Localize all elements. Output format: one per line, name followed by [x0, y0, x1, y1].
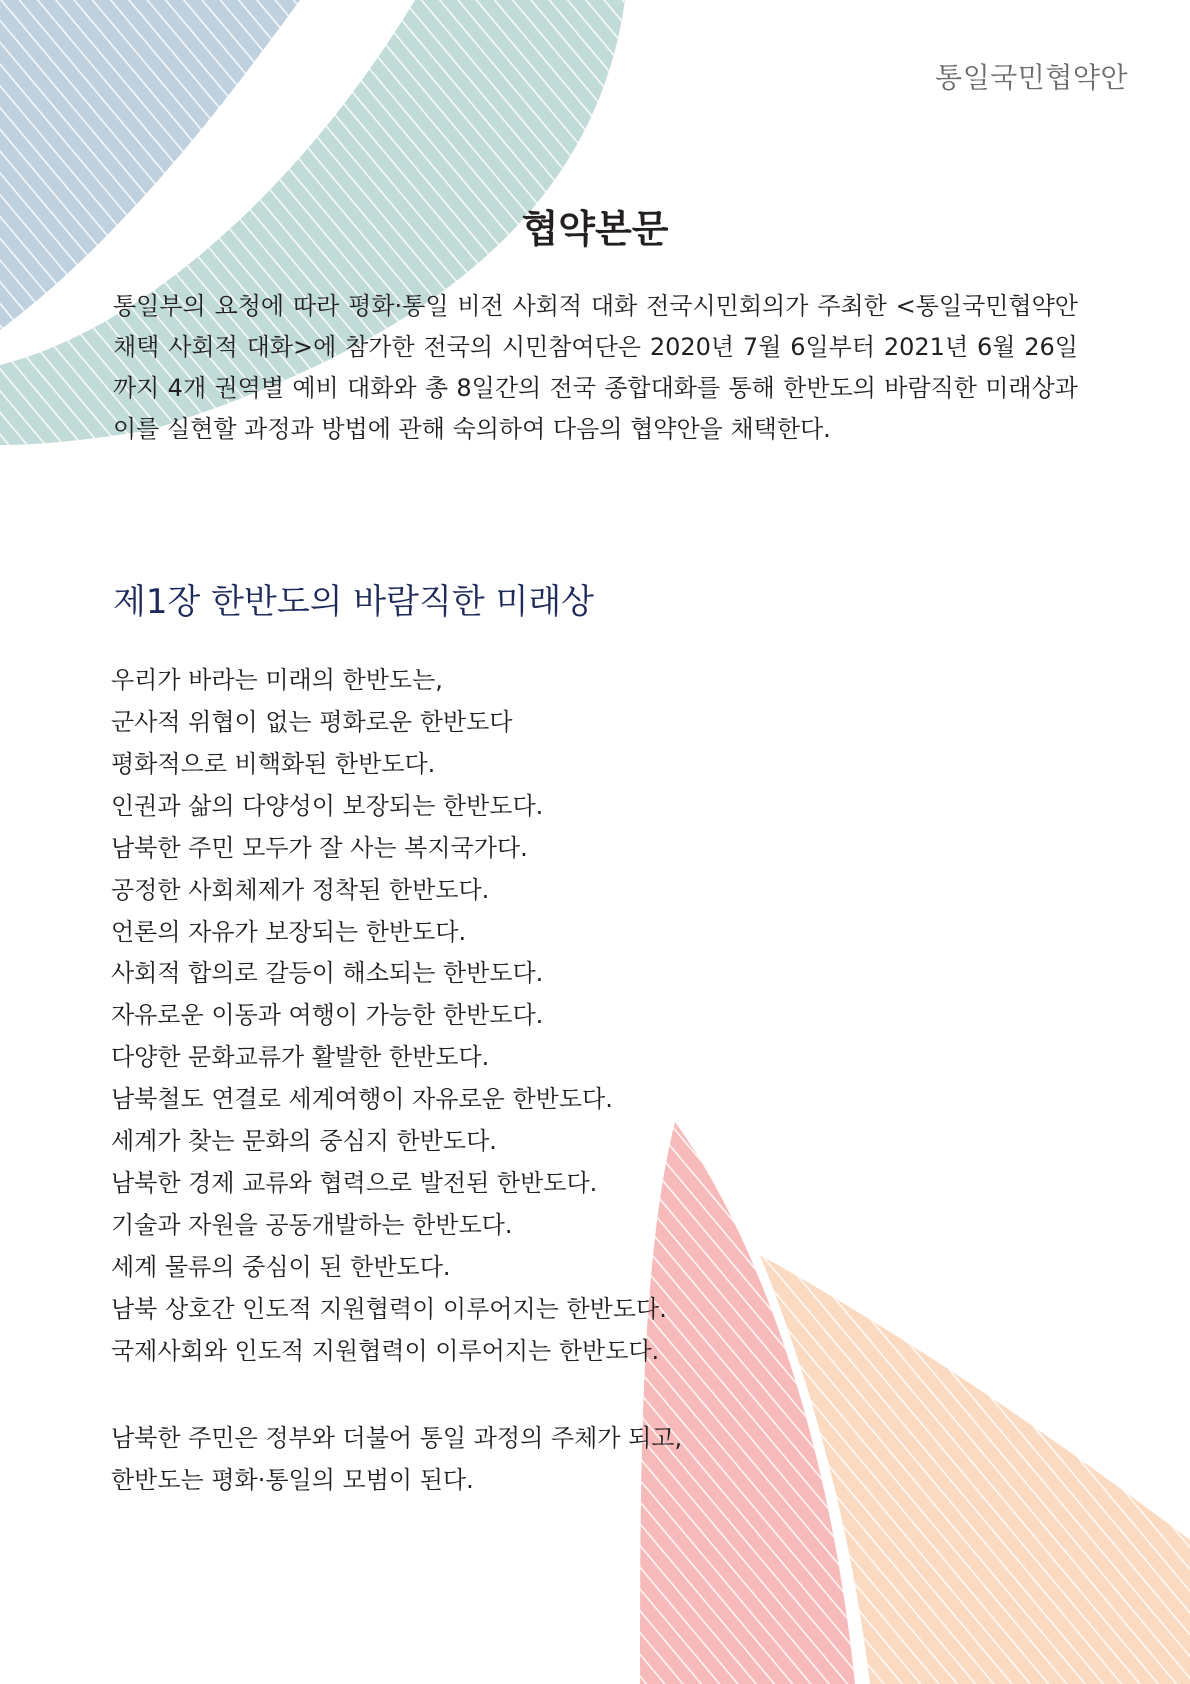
vision-item: 남북한 경제 교류와 협력으로 발전된 한반도다.: [111, 1168, 598, 1197]
vision-item: 다양한 문화교류가 활발한 한반도다.: [111, 1043, 490, 1072]
vision-item: 남북철도 연결로 세계여행이 자유로운 한반도다.: [111, 1085, 613, 1114]
vision-item: 남북한 주민 모두가 잘 사는 복지국가다.: [111, 833, 528, 862]
vision-item: 국제사회와 인도적 지원협력이 이루어지는 한반도다.: [111, 1336, 660, 1365]
vision-item: 군사적 위협이 없는 평화로운 한반도다: [111, 708, 513, 736]
vision-item: 공정한 사회체제가 정착된 한반도다.: [111, 875, 490, 904]
vision-item: 사회적 합의로 갈등이 해소되는 한반도다.: [111, 959, 544, 988]
chapter-heading: 제1장 한반도의 바람직한 미래상: [113, 582, 595, 622]
closing-line: 한반도는 평화·통일의 모범이 된다.: [111, 1465, 474, 1494]
vision-item: 인권과 삶의 다양성이 보장되는 한반도다.: [111, 791, 544, 820]
vision-item: 세계가 찾는 문화의 중심지 한반도다.: [111, 1127, 497, 1156]
vision-list: [111, 702, 667, 1373]
page-title: 협약본문: [521, 207, 669, 251]
closing-statement: [111, 1418, 682, 1502]
vision-intro-line: 우리가 바라는 미래의 한반도는,: [111, 666, 443, 694]
vision-item: 남북 상호간 인도적 지원협력이 이루어지는 한반도다.: [111, 1294, 667, 1323]
closing-line: 남북한 주민은 정부와 더불어 통일 과정의 주체가 되고,: [111, 1424, 683, 1452]
vision-item: 평화적으로 비핵화된 한반도다.: [111, 749, 436, 778]
vision-item: 세계 물류의 중심이 된 한반도다.: [111, 1252, 451, 1281]
running-header: 통일국민협약안: [935, 61, 1128, 94]
vision-item: 기술과 자원을 공동개발하는 한반도다.: [111, 1210, 513, 1239]
preamble-paragraph: 통일부의 요청에 따라 평화·통일 비전 사회적 대화 전국시민회의가 주최한 <통일국민협약안 채택 사회적 대화>에 참가한 전국의 시민참여단은 2020년 7월 6일부터 2021년 6월 26일까지 4개 권역별 예비 대화와 총 8일간의 전국 종합대화를 통해 한반도의 바람직한 미래상과 이를 실현할 과정과 방법에 관해 숙의하여 다음의 협약안을 채택한다.: [113, 292, 1078, 443]
vision-item: 자유로운 이동과 여행이 가능한 한반도다.: [111, 1001, 544, 1030]
vision-item: 언론의 자유가 보장되는 한반도다.: [111, 917, 467, 946]
